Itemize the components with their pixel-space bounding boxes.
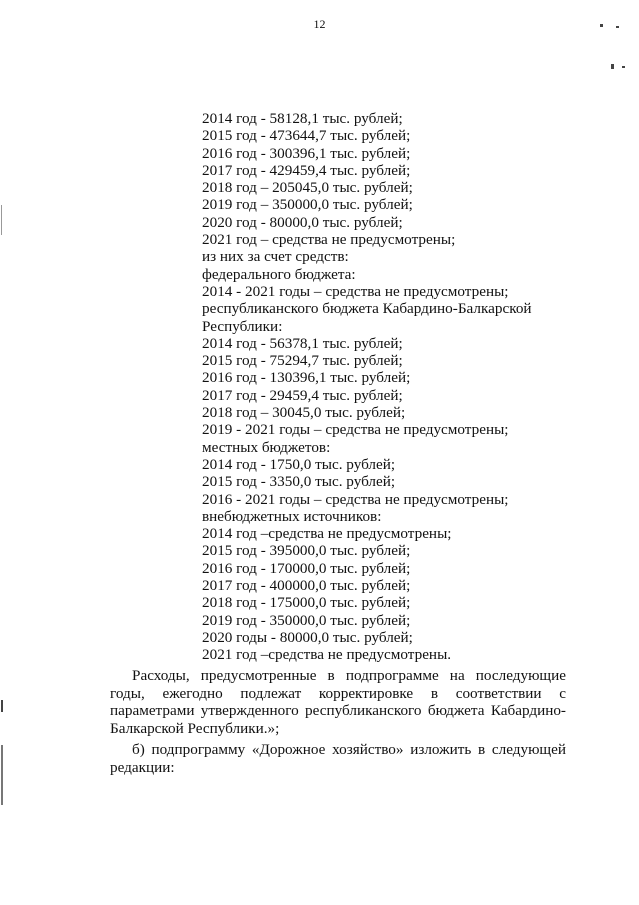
- funding-line: 2020 годы - 80000,0 тыс. рублей;: [202, 628, 413, 646]
- funding-line: из них за счет средств:: [202, 248, 349, 266]
- funding-line: 2016 - 2021 годы – средства не предусмотрены;: [202, 490, 509, 508]
- funding-line: 2020 год - 80000,0 тыс. рублей;: [202, 213, 403, 231]
- instruction-b-paragraph: б) подпрограмму «Дорожное хозяйство» изложить в следующей редакции:: [110, 741, 566, 776]
- funding-line: 2014 год –средства не предусмотрены;: [202, 525, 452, 543]
- scan-mark-right: [611, 64, 614, 69]
- funding-line: республиканского бюджета Кабардино-Балкарской: [202, 300, 532, 318]
- scan-mark-top-right: [600, 24, 603, 27]
- funding-line: 2015 год - 75294,7 тыс. рублей;: [202, 352, 403, 370]
- funding-line: 2015 год - 473644,7 тыс. рублей;: [202, 127, 411, 145]
- scan-mark-left-edge: [1, 205, 2, 235]
- funding-line: 2015 год - 3350,0 тыс. рублей;: [202, 473, 396, 491]
- funding-line: 2017 год - 400000,0 тыс. рублей;: [202, 577, 411, 595]
- funding-line: 2017 год - 29459,4 тыс. рублей;: [202, 386, 403, 404]
- funding-line: 2014 - 2021 годы – средства не предусмотрены;: [202, 282, 509, 300]
- page-number: 12: [313, 17, 326, 31]
- scan-mark-top-right-2: [616, 26, 619, 28]
- funding-line: Республики:: [202, 317, 283, 335]
- funding-line: 2018 год – 205045,0 тыс. рублей;: [202, 179, 413, 197]
- funding-line: 2014 год - 58128,1 тыс. рублей;: [202, 110, 403, 127]
- funding-line: 2019 год – 350000,0 тыс. рублей;: [202, 196, 413, 214]
- funding-line: 2016 год - 130396,1 тыс. рублей;: [202, 369, 411, 387]
- funding-line: внебюджетных источников:: [202, 507, 382, 525]
- funding-line: 2014 год - 1750,0 тыс. рублей;: [202, 455, 396, 473]
- funding-line: 2019 - 2021 годы – средства не предусмотрены;: [202, 421, 509, 439]
- expenses-note-paragraph: Расходы, предусмотренные в подпрограмме на последующие годы, ежегодно подлежат корректировке в соответствии с параметрами утвержденного республиканского бюджета Кабардино-Балкарской Республики.»;: [110, 667, 566, 737]
- funding-line: местных бюджетов:: [202, 438, 331, 456]
- funding-line: федерального бюджета:: [202, 265, 356, 283]
- funding-line: 2017 год - 429459,4 тыс. рублей;: [202, 161, 411, 179]
- funding-line: 2014 год - 56378,1 тыс. рублей;: [202, 334, 403, 352]
- funding-line: 2018 год - 175000,0 тыс. рублей;: [202, 594, 411, 612]
- funding-line: 2016 год - 300396,1 тыс. рублей;: [202, 144, 411, 162]
- funding-line: 2018 год – 30045,0 тыс. рублей;: [202, 404, 406, 422]
- funding-line: 2021 год –средства не предусмотрены.: [202, 646, 452, 664]
- funding-line: 2019 год - 350000,0 тыс. рублей;: [202, 611, 411, 629]
- funding-lines: [202, 110, 602, 664]
- funding-line: 2016 год - 170000,0 тыс. рублей;: [202, 559, 411, 577]
- scan-mark-right-2: [622, 66, 625, 68]
- scan-mark-left-edge-3: [1, 745, 3, 805]
- funding-line: 2015 год - 395000,0 тыс. рублей;: [202, 542, 411, 560]
- funding-line: 2021 год – средства не предусмотрены;: [202, 231, 456, 249]
- scan-mark-left-edge-2: [1, 700, 3, 712]
